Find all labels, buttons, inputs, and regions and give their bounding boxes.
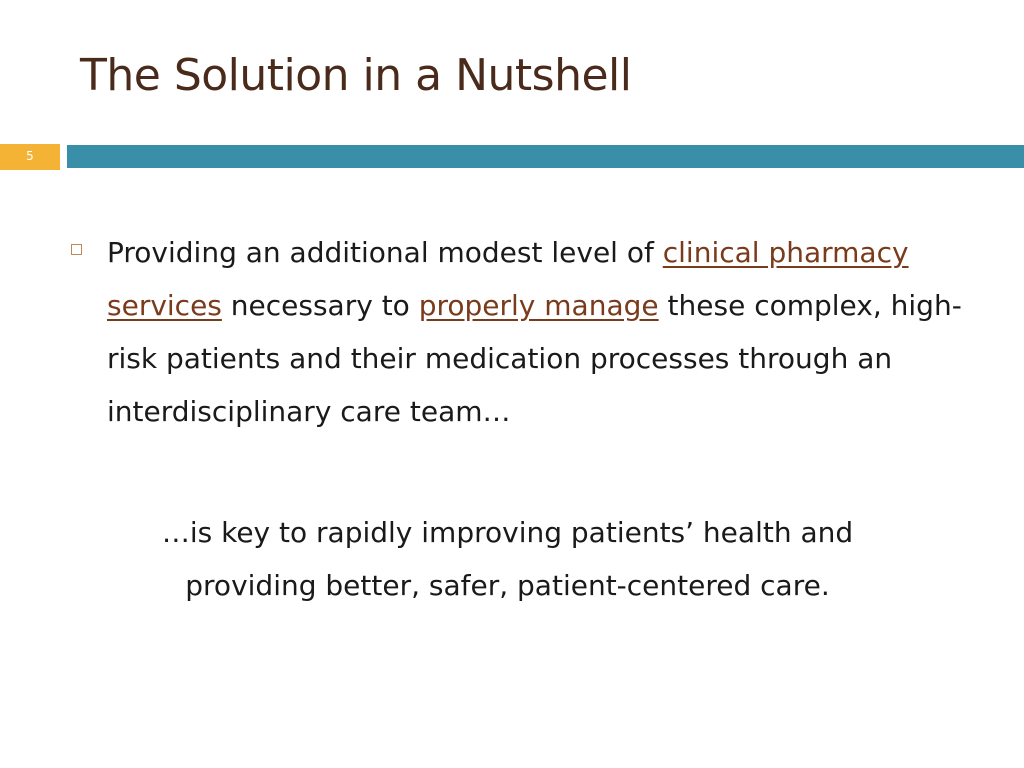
conclusion-line-1: …is key to rapidly improving patients’ health and [161,516,854,549]
bullet-text-part-3: these complex, high-risk patients and their medication processes through an interdisciplinary care team… [107,289,962,428]
bullet-text-part-1: Providing an additional modest level of [107,236,663,269]
accent-bar [67,145,1024,168]
bullet-text-part-2: necessary to [221,289,419,322]
slide-number-box [0,144,60,170]
properly-manage-link[interactable]: properly manage [418,289,659,322]
slide-title: The Solution in a Nutshell [80,50,632,101]
bullet-square-icon [71,244,82,255]
conclusion-text [60,506,955,612]
bullet-item [107,226,987,438]
slide-number: 5 [26,149,34,163]
conclusion-line-2: providing better, safer, patient-centered care. [185,569,830,602]
clinical-pharmacy-services-link[interactable]: clinical pharmacy services [107,236,909,322]
